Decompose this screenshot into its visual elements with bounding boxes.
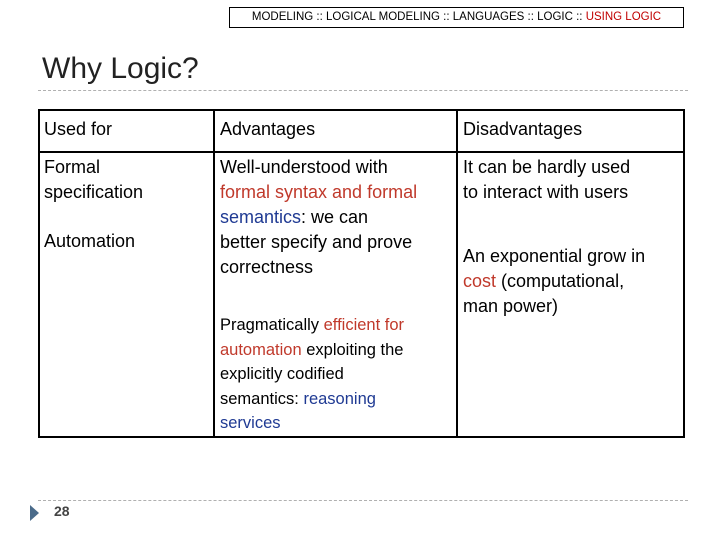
disadvantage-interaction [463, 155, 630, 205]
advantage-2-line-2 [220, 338, 404, 363]
advantage-1-semantics: semantics [220, 207, 302, 227]
advantage-2-line-4-plain: semantics: [220, 389, 304, 408]
advantage-1-line-2: formal syntax and formal [220, 182, 418, 202]
used-for-cell [44, 155, 143, 254]
header-advantages: Advantages [220, 119, 316, 139]
header-used-for: Used for [44, 119, 113, 139]
disadvantage-2-line-2 [463, 269, 645, 294]
disadvantage-2-line-2-rest: (computational, [496, 271, 625, 291]
column-disadvantages [458, 111, 683, 436]
slide-number: 28 [54, 503, 70, 519]
breadcrumb-path: MODELING :: LOGICAL MODELING :: LANGUAGES :: LOGIC :: [251, 11, 586, 23]
advantage-1-line-5: correctness [220, 257, 314, 277]
used-for-specification: specification [44, 182, 144, 202]
column-advantages [215, 111, 458, 436]
header-disadvantages: Disadvantages [463, 119, 583, 139]
used-for-formal: Formal [44, 157, 101, 177]
advantage-formal-semantics [220, 155, 417, 280]
advantage-2-line-4 [220, 387, 404, 412]
advantage-2-line-3: explicitly codified [220, 365, 344, 383]
footer-divider [38, 500, 688, 501]
breadcrumb-current: USING LOGIC [585, 11, 662, 23]
advantage-2-services: services [220, 414, 281, 432]
advantage-automation [220, 313, 404, 436]
disadvantage-2-line-1: An exponential grow in [463, 246, 646, 266]
advantage-1-line-1: Well-understood with [220, 157, 388, 177]
advantage-2-automation: automation [220, 340, 302, 359]
advantage-2-line-1-plain: Pragmatically [220, 316, 324, 334]
used-for-automation: Automation [44, 231, 136, 251]
disadvantage-2-cost: cost [463, 271, 497, 291]
advantage-2-reasoning: reasoning [303, 389, 376, 408]
comparison-table [38, 109, 685, 438]
advantage-1-line-3 [220, 205, 417, 230]
disadvantage-cost [463, 244, 645, 319]
title-divider [38, 90, 688, 91]
disadvantage-1-line-1: It can be hardly used [463, 157, 631, 177]
advantage-1-line-4: better specify and prove [220, 232, 413, 252]
advantage-2-line-2-rest: exploiting the [301, 340, 404, 359]
disadvantage-1-line-2: to interact with users [463, 182, 629, 202]
slide-title: Why Logic? [42, 52, 199, 85]
advantage-2-line-1 [220, 313, 404, 338]
column-used-for [40, 111, 215, 436]
advantage-2-efficient: efficient for [323, 316, 405, 334]
slide-marker-icon [30, 505, 39, 521]
advantage-1-line-3-rest: : we can [301, 207, 369, 227]
breadcrumb [229, 7, 684, 28]
disadvantage-2-line-3: man power) [463, 296, 559, 316]
